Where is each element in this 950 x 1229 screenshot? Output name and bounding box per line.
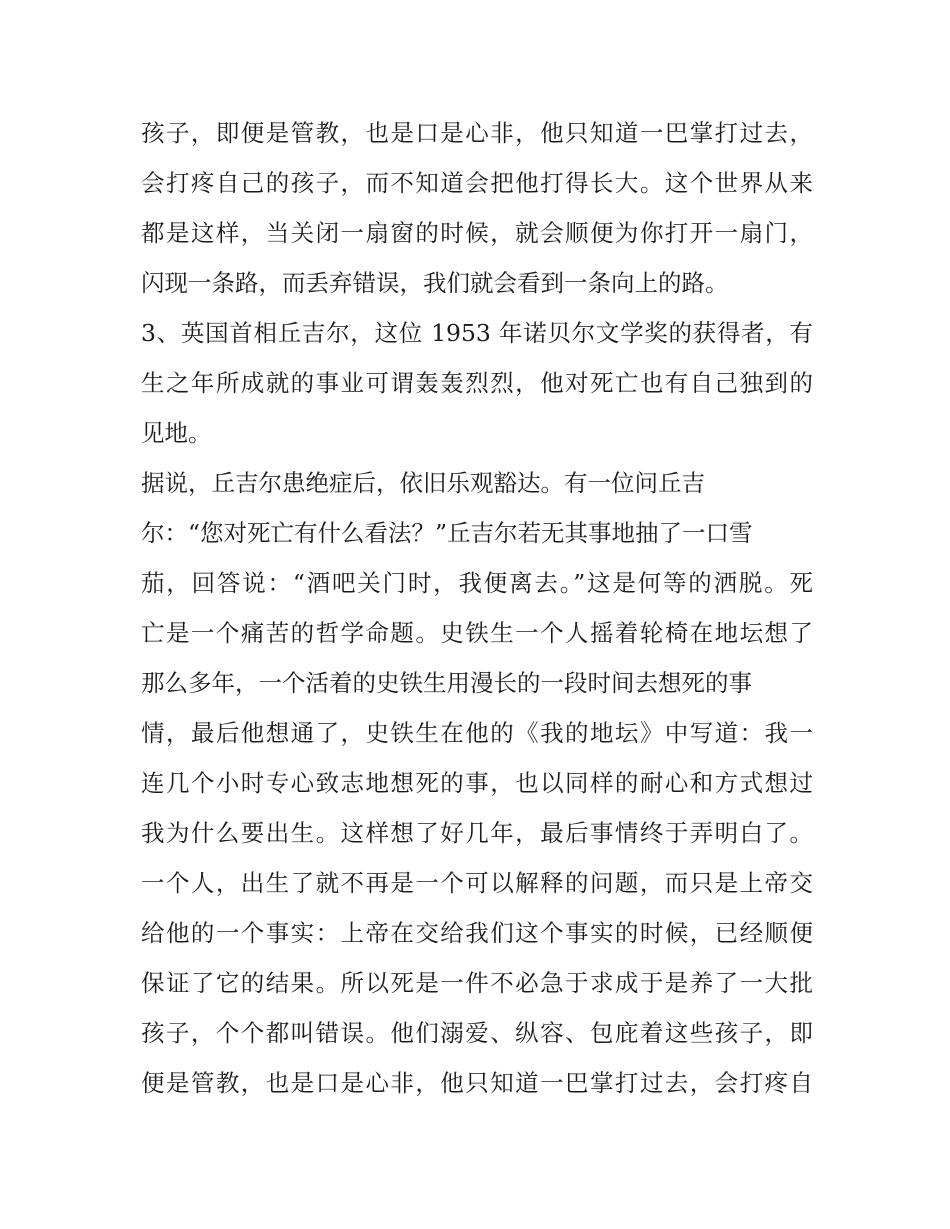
text-line: 见地。 [141, 419, 212, 447]
text-line: 那么多年，一个活着的史铁生用漫长的一段时间去想死的事 [141, 669, 752, 697]
text-line: 会打疼自己的孩子，而不知道会把他打得长大。这个世界从来 [141, 169, 813, 197]
text-line: 茄，回答说：“酒吧关门时，我便离去。”这是何等的洒脱。死 [141, 569, 813, 597]
text-line: 一个人，出生了就不再是一个可以解释的问题，而只是上帝交 [141, 869, 813, 897]
document-body [141, 108, 813, 1108]
text-line: 给他的一个事实：上帝在交给我们这个事实的时候，已经顺便 [141, 919, 813, 947]
text-line: 亡是一个痛苦的哲学命题。史铁生一个人摇着轮椅在地坛想了 [141, 619, 813, 647]
text-line: 孩子，个个都叫错误。他们溺爱、纵容、包庇着这些孩子，即 [141, 1019, 813, 1047]
text-line: 据说，丘吉尔患绝症后，依旧乐观豁达。有一位问丘吉 [141, 469, 705, 497]
text-line: 连几个小时专心致志地想死的事，也以同样的耐心和方式想过 [141, 769, 813, 797]
text-line: 3、英国首相丘吉尔，这位 1953 年诺贝尔文学奖的获得者，有 [141, 319, 813, 347]
text-line: 便是管教，也是口是心非，他只知道一巴掌打过去，会打疼自 [141, 1069, 813, 1097]
text-line: 尔：“您对死亡有什么看法？”丘吉尔若无其事地抽了一口雪 [141, 519, 753, 547]
text-line: 保证了它的结果。所以死是一件不必急于求成于是养了一大批 [141, 969, 813, 997]
text-line: 生之年所成就的事业可谓轰轰烈烈，他对死亡也有自己独到的 [141, 369, 813, 397]
text-line: 都是这样，当关闭一扇窗的时候，就会顺便为你打开一扇门， [141, 219, 813, 247]
text-line: 孩子，即便是管教，也是口是心非，他只知道一巴掌打过去， [141, 119, 813, 147]
text-line: 闪现一条路，而丢弃错误，我们就会看到一条向上的路。 [141, 269, 729, 297]
text-line: 情，最后他想通了，史铁生在他的《我的地坛》中写道：我一 [141, 719, 813, 747]
text-line: 我为什么要出生。这样想了好几年，最后事情终于弄明白了。 [141, 819, 813, 847]
